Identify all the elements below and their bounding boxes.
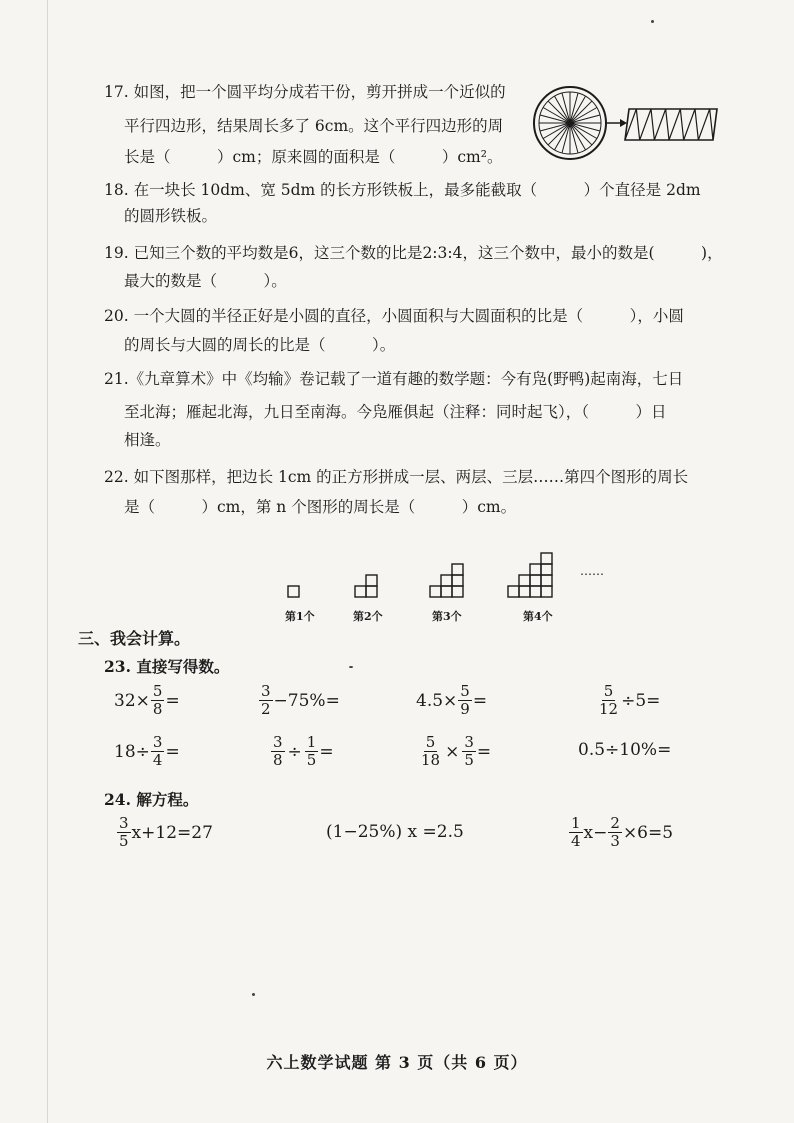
q18-line-2: 的圆形铁板。 [124,207,218,225]
equation-term: x+12=27 [131,822,213,843]
calc-r1c2 [258,683,340,718]
fraction: $\frac{3}{5}$ [464,733,474,769]
circle-to-parallelogram-figure [530,85,720,165]
scan-speck [651,20,654,23]
staircase-figures [280,535,620,605]
calc-r1c4 [596,683,660,718]
q19-line-1: 19. 已知三个数的平均数是6，这三个数的比是2:3:4，这三个数中，最小的数是( )， [104,244,723,262]
unit-square [541,586,552,597]
unit-square [452,575,463,586]
q19-line-2: 最大的数是（ ）。 [124,272,287,290]
unit-square [541,575,552,586]
figure-label-3: 第3个 [432,610,462,623]
figure-label-2: 第2个 [353,610,383,623]
q23-title: 23. 直接写得数。 [104,657,230,676]
arrow-icon [607,119,627,127]
unit-square [355,586,366,597]
unit-square [530,586,541,597]
calc-term: 18÷ [114,741,150,762]
unit-square [288,586,299,597]
q20-line-1: 20. 一个大圆的半径正好是小圆的直径，小圆面积与大圆面积的比是（ ），小圆 [104,307,684,325]
calc-term: 0.5÷10%= [578,740,672,760]
q21-line-2: 至北海；雁起北海，九日至南海。今凫雁俱起（注释：同时起飞），（ ）日 [124,403,667,421]
equation-term: (1−25%) x =2.5 [326,822,464,842]
fraction: $\frac{3}{8}$ [273,733,283,769]
fraction: $\frac{5}{8}$ [152,682,163,718]
fraction: $\frac{5}{12}$ [599,682,619,718]
unit-square [530,575,541,586]
fraction: $\frac{2}{3}$ [610,814,620,850]
calc-term: 4.5× [416,690,458,711]
equals: = [472,690,488,711]
q17-line-2: 平行四边形，结果周长多了 6cm。这个平行四边形的周 [124,117,504,135]
q18-line-1: 18. 在一块长 10dm、宽 5dm 的长方形铁板上，最多能截取（ ）个直径是 2dm [104,181,701,199]
unit-square [430,586,441,597]
unit-square [508,586,519,597]
sectored-circle [534,87,606,159]
fraction: $\frac{1}{5}$ [306,733,317,769]
calc-term: −75%= [273,690,340,711]
calc-r1c1 [114,683,180,718]
equation-1 [116,815,213,850]
page-edge [47,0,48,1123]
q21-line-3: 相逢。 [124,431,171,449]
fraction: $\frac{3}{5}$ [119,814,129,850]
q17-line-3: 长是（ ）cm；原来圆的面积是（ ）cm²。 [124,148,503,166]
equals: = [319,741,334,762]
unit-square [452,586,463,597]
calc-r2c3 [418,734,491,769]
fraction: $\frac{5}{9}$ [460,682,470,718]
unit-square [366,575,377,586]
unit-square [441,586,452,597]
scan-speck [252,993,255,996]
calc-r2c2 [270,734,334,769]
calc-r1c3 [416,683,487,718]
calc-r2c4 [578,740,671,760]
q22-line-2: 是（ ）cm，第 n 个图形的周长是（ ）cm。 [124,498,517,516]
calc-term: 32× [114,690,150,711]
operator: × [445,741,460,762]
unit-square [519,575,530,586]
scan-speck [349,666,353,668]
unit-square [452,564,463,575]
unit-square [541,553,552,564]
calc-term: ÷5= [621,690,661,711]
figure-label-4: 第4个 [523,610,553,623]
unit-square [519,586,530,597]
unit-square [441,575,452,586]
unit-square [366,586,377,597]
unit-square [530,564,541,575]
fraction: $\frac{3}{4}$ [152,733,163,769]
q20-line-2: 的周长与大圆的周长的比是（ ）。 [124,336,396,354]
equation-2 [326,822,464,842]
equation-term: ×6=5 [622,822,674,843]
equals: = [476,741,492,762]
q24-title: 24. 解方程。 [104,790,199,809]
unit-square [541,564,552,575]
q21-line-1: 21.《九章算术》中《均输》卷记载了一道有趣的数学题：今有凫(野鸭)起南海，七日 [104,370,684,388]
parallelogram-strip [625,109,717,140]
equation-term: x− [583,822,608,843]
equals: = [165,741,180,762]
section-title: 三、我会计算。 [78,629,191,648]
operator: ÷ [287,741,302,762]
fraction: $\frac{3}{2}$ [261,682,271,718]
q22-line-1: 22. 如下图那样，把边长 1cm 的正方形拼成一层、两层、三层……第四个图形的周长 [104,468,689,486]
fraction: $\frac{5}{18}$ [421,733,441,769]
q17-line-1: 17. 如图，把一个圆平均分成若干份，剪开拼成一个近似的 [104,83,506,101]
ellipsis: …… [580,564,604,578]
calc-r2c1 [114,734,180,769]
equation-3 [568,815,673,850]
fraction: $\frac{1}{4}$ [571,814,581,850]
equals: = [165,690,180,711]
page-footer: 六上数学试题 第 3 页（共 6 页） [266,1053,528,1072]
figure-label-1: 第1个 [285,610,315,623]
